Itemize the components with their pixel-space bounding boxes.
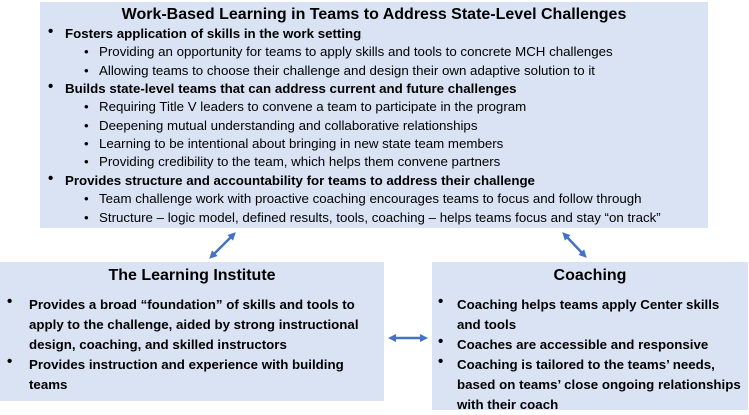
bullet-icon: •	[48, 78, 54, 95]
sub-bullet-icon: •	[84, 99, 89, 114]
section-2-item-1: Requiring Title V leaders to convene a team to participate in the program	[99, 99, 527, 114]
section-1-item-2: Allowing teams to choose their challenge and design their own adaptive solution to it	[99, 63, 595, 78]
arrow-top-to-learning-institute	[212, 235, 233, 256]
section-1-item-1: Providing an opportunity for teams to apply skills and tools to concrete MCH challenges	[99, 44, 613, 59]
learning-institute-item-2: Provides instruction and experience with building teams	[29, 357, 344, 392]
bullet-icon: •	[48, 23, 54, 40]
coaching-item-1: Coaching helps teams apply Center skills and tools	[457, 297, 720, 332]
section-3-item-1: Team challenge work with proactive coaching encourages teams to focus and follow through	[99, 191, 642, 206]
arrow-top-to-coaching	[565, 235, 584, 255]
bullet-icon: •	[7, 293, 13, 310]
sub-bullet-icon: •	[84, 136, 89, 151]
section-2-item-4: Providing credibility to the team, which helps them convene partners	[99, 154, 501, 169]
learning-institute-item-1: Provides a broad “foundation” of skills and tools to apply to the challenge, aided by strong instructional design, coaching, and skilled instructors	[29, 297, 359, 352]
section-heading-2: Builds state-level teams that can address current and future challenges	[65, 81, 517, 96]
bullet-icon: •	[438, 353, 444, 370]
section-heading-1: Fosters application of skills in the work setting	[65, 26, 362, 41]
sub-bullet-icon: •	[84, 44, 89, 59]
learning-institute-title: The Learning Institute	[108, 267, 276, 284]
sub-bullet-icon: •	[84, 154, 89, 169]
bullet-icon: •	[7, 353, 13, 370]
section-2-item-2: Deepening mutual understanding and collaborative relationships	[99, 118, 478, 133]
sub-bullet-icon: •	[84, 210, 89, 225]
bullet-icon: •	[48, 170, 54, 187]
section-2-item-3: Learning to be intentional about bringing in new state team members	[99, 136, 504, 151]
coaching-item-3: Coaching is tailored to the teams’ needs, based on teams’ close ongoing relationships with their coach	[457, 357, 741, 412]
section-heading-3: Provides structure and accountability for teams to address their challenge	[65, 173, 535, 188]
bullet-icon: •	[438, 333, 444, 350]
sub-bullet-icon: •	[84, 63, 89, 78]
bullet-icon: •	[438, 293, 444, 310]
work-based-learning-title: Work-Based Learning in Teams to Address State-Level Challenges	[121, 6, 627, 23]
sub-bullet-icon: •	[84, 118, 89, 133]
coaching-item-2: Coaches are accessible and responsive	[457, 337, 709, 352]
section-3-item-2: Structure – logic model, defined results, tools, coaching – helps teams focus and stay “on track”	[99, 210, 661, 225]
coaching-title: Coaching	[553, 267, 627, 284]
sub-bullet-icon: •	[84, 191, 89, 206]
